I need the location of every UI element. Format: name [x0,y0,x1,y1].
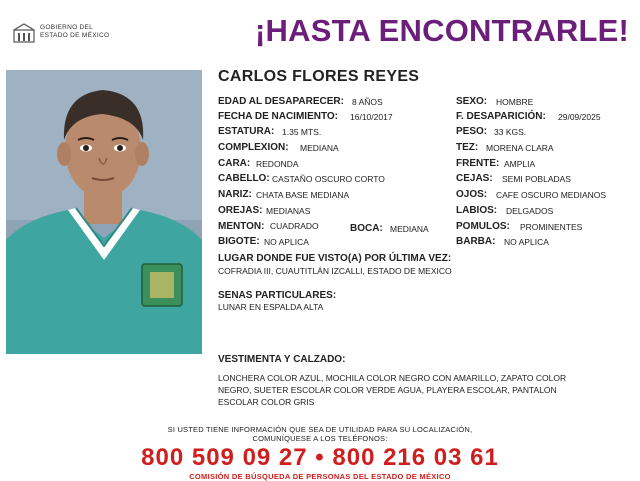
last-seen-label: LUGAR DONDE FUE VISTO(A) POR ÚLTIMA VEZ: [218,253,452,264]
value-nariz: CHATA BASE MEDIANA [256,190,350,200]
label-ojos: OJOS: [456,189,488,200]
label-cabello: CABELLO: [218,173,270,184]
label-tez: TEZ: [456,142,479,153]
value-sexo: HOMBRE [496,97,534,107]
label-estatura: ESTATURA: [218,126,275,137]
value-cabello: CASTAÑO OSCURO CORTO [272,174,385,184]
value-cejas: SEMI POBLADAS [502,174,571,184]
footer-commission: COMISIÓN DE BÚSQUEDA DE PERSONAS DEL ESTADO DE MÉXICO [189,472,451,481]
label-fecha-nacimiento: FECHA DE NACIMIENTO: [218,111,338,122]
label-edad: EDAD AL DESAPARECER: [218,96,344,107]
phone-separator: • [315,444,325,471]
last-seen-value: COFRADIA III, CUAUTITLÁN IZCALLI, ESTADO DE MEXICO [218,266,452,276]
clothing-line-3: ESCOLAR COLOR GRIS [218,397,315,407]
clothing-description [218,372,628,408]
value-ojos: CAFE OSCURO MEDIANOS [496,190,607,200]
info-line-2: COMUNÍQUESE A LOS TELÉFONOS: [252,434,388,443]
label-fecha-desaparicion: F. DESAPARICIÓN: [456,111,546,122]
label-bigote: BIGOTE: [218,236,260,247]
label-frente: FRENTE: [456,158,500,169]
headline: ¡HASTA ENCONTRARLE! [255,13,630,48]
org-name [40,24,109,40]
label-orejas: OREJAS: [218,205,263,216]
label-boca: BOCA: [350,223,383,234]
value-peso: 33 KGS. [494,127,527,137]
value-estatura: 1.35 MTS. [282,127,322,137]
value-fecha-nacimiento: 16/10/2017 [350,112,393,122]
label-barba: BARBA: [456,236,496,247]
phone-1[interactable]: 800 509 09 27 [141,444,308,471]
info-line-1: SI USTED TIENE INFORMACIÓN QUE SEA DE UTILIDAD PARA SU LOCALIZACIÓN, [167,425,473,434]
phone-2[interactable]: 800 216 03 61 [332,444,499,471]
value-cara: REDONDA [256,159,299,169]
value-barba: NO APLICA [504,237,549,247]
label-cejas: CEJAS: [456,173,493,184]
value-tez: MORENA CLARA [486,143,554,153]
org-line-2: ESTADO DE MÉXICO [40,32,110,39]
value-complexion: MEDIANA [300,143,339,153]
value-frente: AMPLIA [504,159,536,169]
value-fecha-desaparicion: 29/09/2025 [558,112,601,122]
state-emblem-icon [12,22,36,44]
value-pomulos: PROMINENTES [520,222,583,232]
person-photo [6,70,202,354]
clothing-line-1: LONCHERA COLOR AZUL, MOCHILA COLOR NEGRO CON AMARILLO, ZAPATO COLOR [218,373,567,383]
value-labios: DELGADOS [506,206,554,216]
distinguishing-marks-value: LUNAR EN ESPALDA ALTA [218,302,324,312]
label-peso: PESO: [456,126,488,137]
label-menton: MENTON: [218,221,265,232]
distinguishing-marks-label: SENAS PARTICULARES: [218,290,337,301]
clothing-label: VESTIMENTA Y CALZADO: [218,354,346,365]
person-name: CARLOS FLORES REYES [218,68,420,85]
value-boca: MEDIANA [390,224,429,234]
org-line-1: GOBIERNO DEL [40,24,94,31]
label-complexion: COMPLEXION: [218,142,289,153]
label-pomulos: POMULOS: [456,221,510,232]
value-orejas: MEDIANAS [266,206,311,216]
label-nariz: NARIZ: [218,189,252,200]
value-bigote: NO APLICA [264,237,309,247]
value-menton: CUADRADO [270,221,319,231]
label-sexo: SEXO: [456,96,488,107]
label-cara: CARA: [218,158,251,169]
label-labios: LABIOS: [456,205,498,216]
phone-numbers [0,444,640,472]
clothing-line-2: NEGRO, SUETER ESCOLAR COLOR VERDE AGUA, PLAYERA ESCOLAR, PANTALON [218,385,557,395]
value-edad: 8 AÑOS [352,97,383,107]
